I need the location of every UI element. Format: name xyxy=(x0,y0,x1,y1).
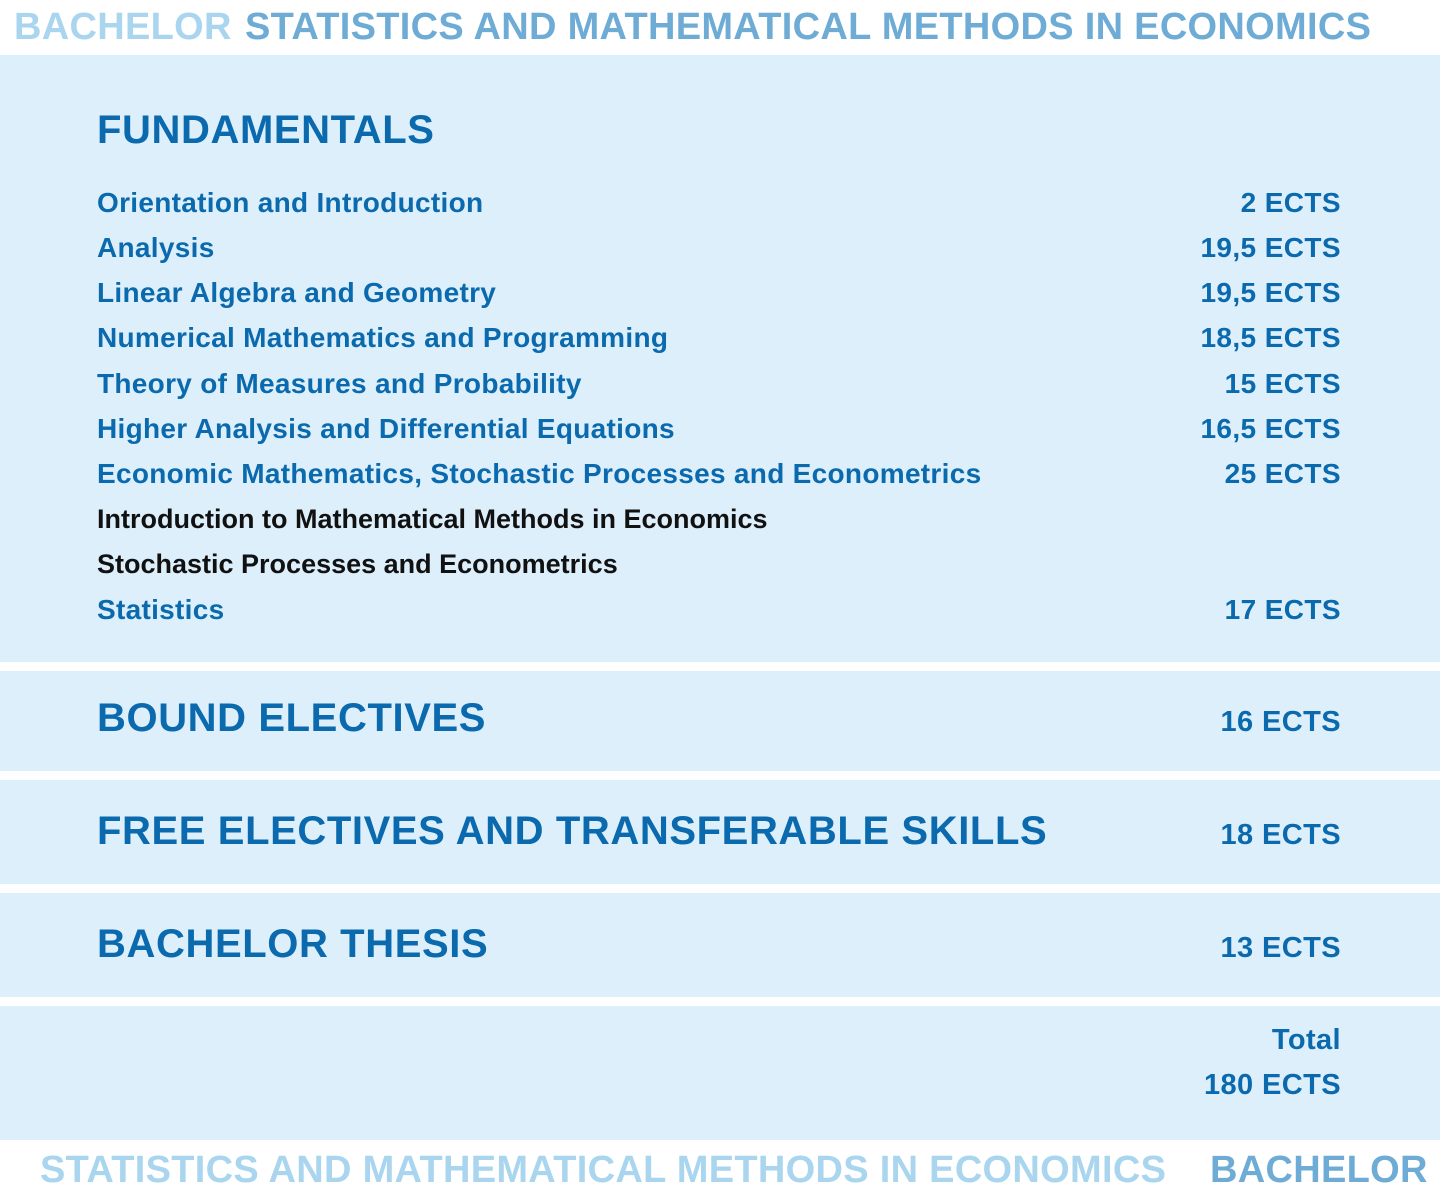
module-ects: 19,5 ECTS xyxy=(1200,232,1341,263)
bound-electives-title: BOUND ELECTIVES xyxy=(97,696,487,740)
module-name: Statistics xyxy=(97,594,225,625)
bound-electives-ects: 16 ECTS xyxy=(1220,706,1341,738)
module-name: Higher Analysis and Differential Equations xyxy=(97,413,675,444)
module-row xyxy=(97,225,1341,270)
banner-program-title: STATISTICS AND MATHEMATICAL METHODS IN ECONOMICS xyxy=(40,1149,1167,1191)
submodule-row xyxy=(97,542,1341,587)
fundamentals-panel xyxy=(0,55,1440,662)
free-electives-panel xyxy=(0,780,1440,884)
module-row xyxy=(97,180,1341,225)
bachelor-thesis-ects: 13 ECTS xyxy=(1220,932,1341,964)
module-ects: 2 ECTS xyxy=(1240,187,1341,218)
banner-program-title: STATISTICS AND MATHEMATICAL METHODS IN ECONOMICS xyxy=(245,6,1372,48)
module-ects: 18,5 ECTS xyxy=(1200,322,1341,353)
free-electives-ects: 18 ECTS xyxy=(1220,819,1341,851)
module-ects: 16,5 ECTS xyxy=(1200,413,1341,444)
total-panel xyxy=(0,1006,1440,1140)
total-value: 180 ECTS xyxy=(1204,1069,1341,1101)
bachelor-thesis-panel xyxy=(0,893,1440,997)
module-row xyxy=(97,406,1341,451)
free-electives-title: FREE ELECTIVES AND TRANSFERABLE SKILLS xyxy=(97,809,1048,853)
bound-electives-panel xyxy=(0,671,1440,771)
module-row xyxy=(97,587,1341,632)
fundamentals-title: FUNDAMENTALS xyxy=(97,108,435,152)
module-ects: 15 ECTS xyxy=(1224,368,1341,399)
module-name: Theory of Measures and Probability xyxy=(97,368,582,399)
total-label: Total xyxy=(1271,1024,1341,1056)
banner-degree-label: BACHELOR xyxy=(1210,1149,1428,1191)
module-ects: 25 ECTS xyxy=(1224,458,1341,489)
module-name: Analysis xyxy=(97,232,215,263)
module-name: Numerical Mathematics and Programming xyxy=(97,322,669,353)
module-row xyxy=(97,361,1341,406)
module-name: Linear Algebra and Geometry xyxy=(97,277,497,308)
bottom-banner xyxy=(0,1143,1440,1198)
module-ects: 17 ECTS xyxy=(1224,594,1341,625)
module-name: Economic Mathematics, Stochastic Processes and Econometrics xyxy=(97,458,982,489)
submodule-row xyxy=(97,497,1341,542)
submodule-name: Stochastic Processes and Econometrics xyxy=(97,549,618,579)
bachelor-thesis-title: BACHELOR THESIS xyxy=(97,922,489,966)
module-ects: 19,5 ECTS xyxy=(1200,277,1341,308)
module-row xyxy=(97,451,1341,496)
banner-degree-label: BACHELOR xyxy=(14,6,232,48)
submodule-name: Introduction to Mathematical Methods in Economics xyxy=(97,504,768,534)
module-row xyxy=(97,315,1341,360)
module-name: Orientation and Introduction xyxy=(97,187,484,218)
module-row xyxy=(97,270,1341,315)
top-banner xyxy=(0,0,1440,55)
